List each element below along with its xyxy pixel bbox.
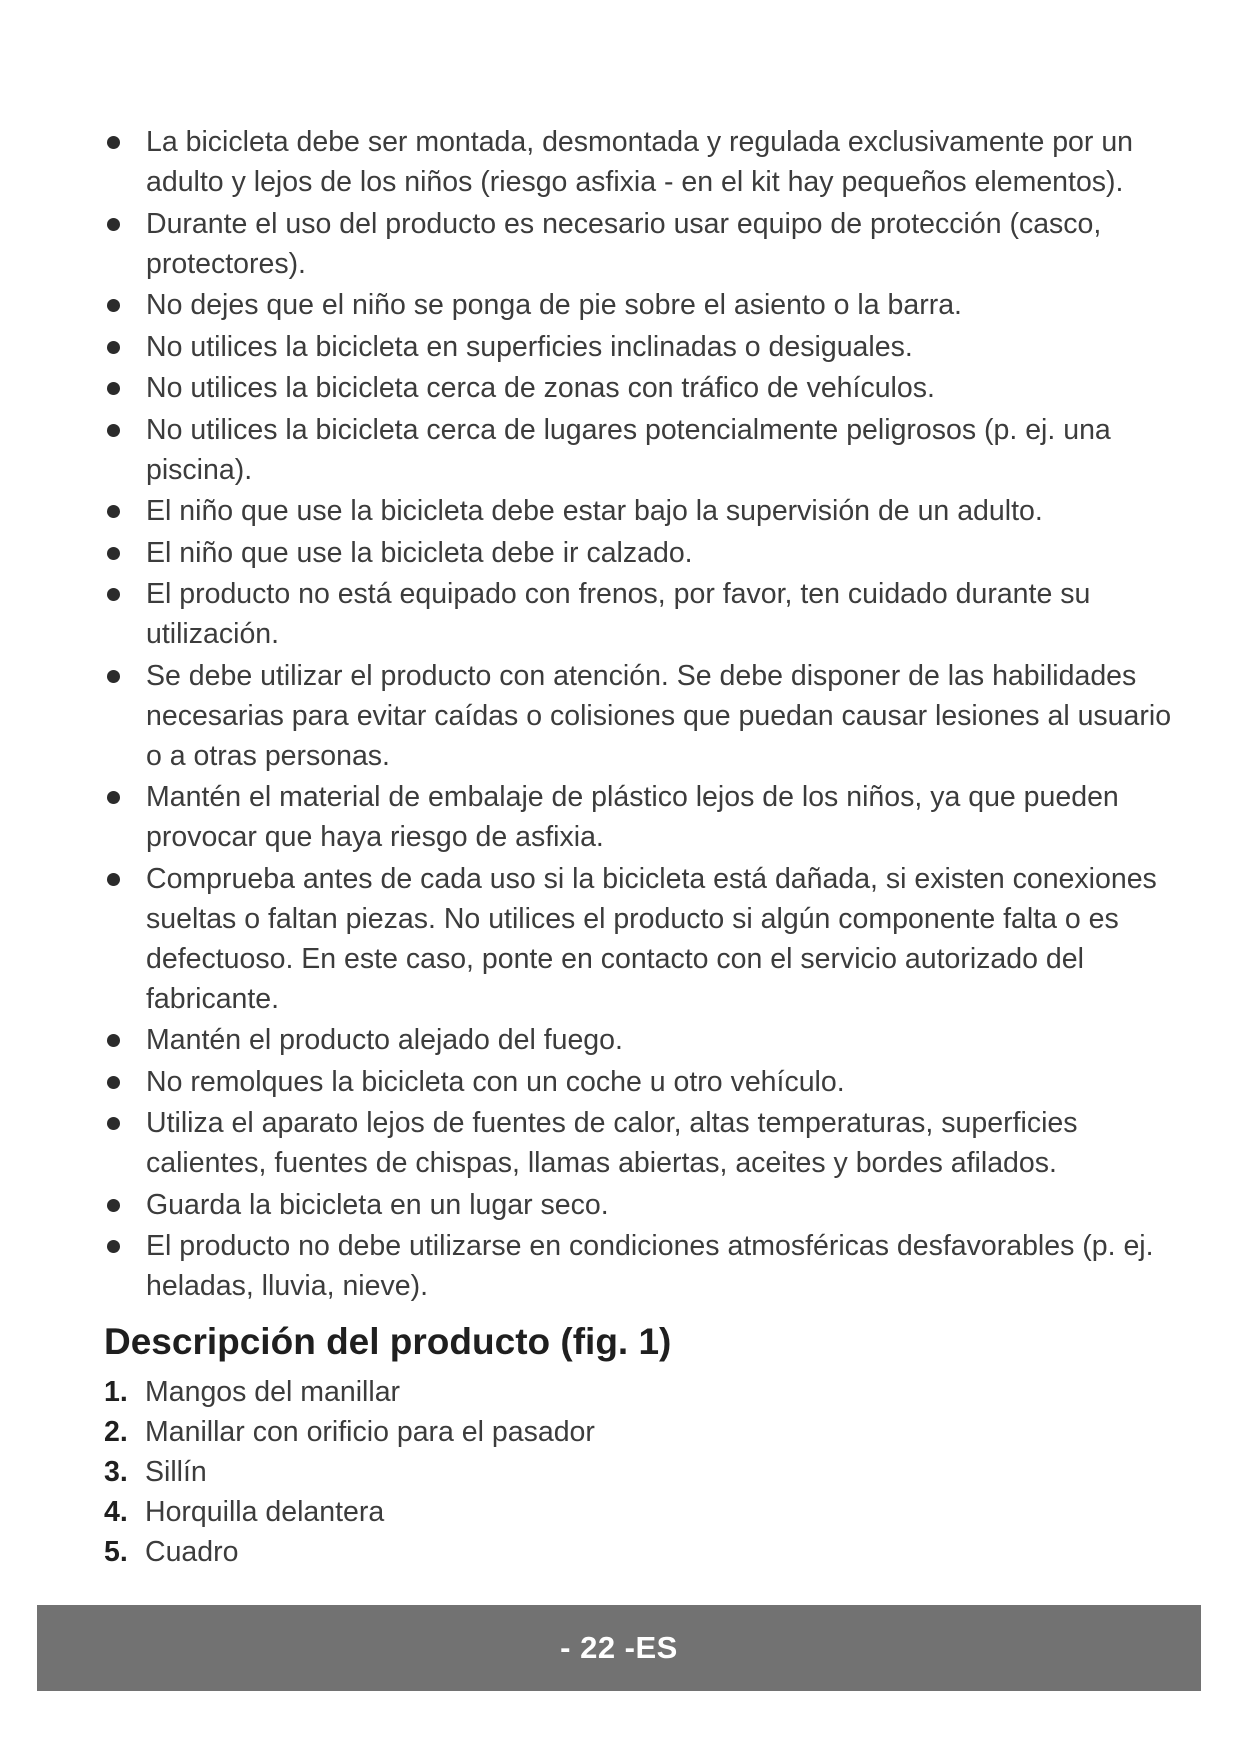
bullet-text: Durante el uso del producto es necesario usar equipo de protección (casco, protectores). — [146, 207, 1102, 280]
part-label: Manillar con orificio para el pasador — [145, 1416, 595, 1448]
part-item — [104, 1532, 1184, 1572]
part-label: Mangos del manillar — [145, 1376, 401, 1408]
bullet-item — [104, 1020, 1194, 1060]
bullet-text: El niño que use la bicicleta debe estar bajo la supervisión de un adulto. — [146, 495, 1043, 527]
bullet-text: Se debe utilizar el producto con atención. Se debe disponer de las habilidades necesarias para evitar caídas o colisiones que puedan causar lesiones al usuario o a otras personas. — [146, 659, 1172, 772]
bullet-text: No utilices la bicicleta cerca de zonas con tráfico de vehículos. — [146, 372, 935, 404]
bullet-item — [104, 368, 1194, 408]
section-heading: Descripción del producto (fig. 1) — [104, 1321, 672, 1362]
page-footer — [37, 1605, 1201, 1691]
part-number: 3. — [104, 1456, 128, 1488]
bullet-text: No utilices la bicicleta en superficies inclinadas o desiguales. — [146, 330, 913, 363]
bullet-item — [104, 533, 1194, 573]
bullet-text: No remolques la bicicleta con un coche u otro vehículo. — [146, 1065, 845, 1098]
bullet-text: No dejes que el niño se ponga de pie sobre el asiento o la barra. — [146, 289, 962, 321]
part-item — [104, 1492, 1184, 1532]
product-description-section — [104, 1318, 1184, 1572]
part-item — [104, 1412, 1184, 1452]
bullet-text: Guarda la bicicleta en un lugar seco. — [146, 1188, 609, 1221]
bullet-text: No utilices la bicicleta cerca de lugares potencialmente peligrosos (p. ej. una piscina). — [146, 413, 1111, 486]
bullet-text: Mantén el producto alejado del fuego. — [146, 1024, 623, 1056]
page-number: - 22 -ES — [560, 1630, 678, 1665]
bullet-text: El niño que use la bicicleta debe ir calzado. — [146, 536, 693, 569]
part-label: Sillín — [145, 1456, 207, 1488]
bullet-item — [104, 574, 1194, 654]
safety-bullet-list — [104, 122, 1194, 1308]
bullet-text: El producto no está equipado con frenos, por favor, ten cuidado durante su utilización. — [146, 578, 1091, 650]
part-item — [104, 1372, 1184, 1412]
bullet-item — [104, 327, 1194, 367]
bullet-item — [104, 859, 1194, 1019]
bullet-item — [104, 204, 1194, 284]
bullet-text: Comprueba antes de cada uso si la bicicleta está dañada, si existen conexiones sueltas o faltan piezas. No utilices el producto si algún componente falta o es defectuoso. En este caso, ponte en contacto con el servicio autorizado del fabricante. — [146, 862, 1157, 1015]
bullet-text: Mantén el material de embalaje de plástico lejos de los niños, ya que pueden provocar que haya riesgo de asfixia. — [146, 781, 1119, 853]
bullet-text: La bicicleta debe ser montada, desmontada y regulada exclusivamente por un adulto y lejos de los niños (riesgo asfixia - en el kit hay pequeños elementos). — [146, 126, 1134, 198]
bullet-item — [104, 410, 1194, 490]
bullet-item — [104, 1185, 1194, 1225]
bullet-item — [104, 1226, 1194, 1306]
part-number: 5. — [104, 1536, 128, 1568]
product-parts-list — [104, 1372, 1184, 1572]
bullet-item — [104, 1062, 1194, 1102]
bullet-item — [104, 122, 1194, 202]
part-label: Cuadro — [145, 1536, 239, 1568]
bullet-item — [104, 1103, 1194, 1183]
part-number: 2. — [104, 1416, 128, 1448]
bullet-item — [104, 285, 1194, 325]
bullet-item — [104, 777, 1194, 857]
part-item — [104, 1452, 1184, 1492]
bullet-item — [104, 491, 1194, 531]
part-number: 1. — [104, 1376, 128, 1408]
bullet-text: Utiliza el aparato lejos de fuentes de calor, altas temperaturas, superficies calientes, fuentes de chispas, llamas abiertas, aceites y bordes afilados. — [146, 1107, 1078, 1179]
bullet-item — [104, 656, 1194, 776]
part-label: Horquilla delantera — [145, 1496, 385, 1528]
bullet-text: El producto no debe utilizarse en condiciones atmosféricas desfavorables (p. ej. heladas, lluvia, nieve). — [146, 1230, 1154, 1302]
part-number: 4. — [104, 1496, 128, 1528]
